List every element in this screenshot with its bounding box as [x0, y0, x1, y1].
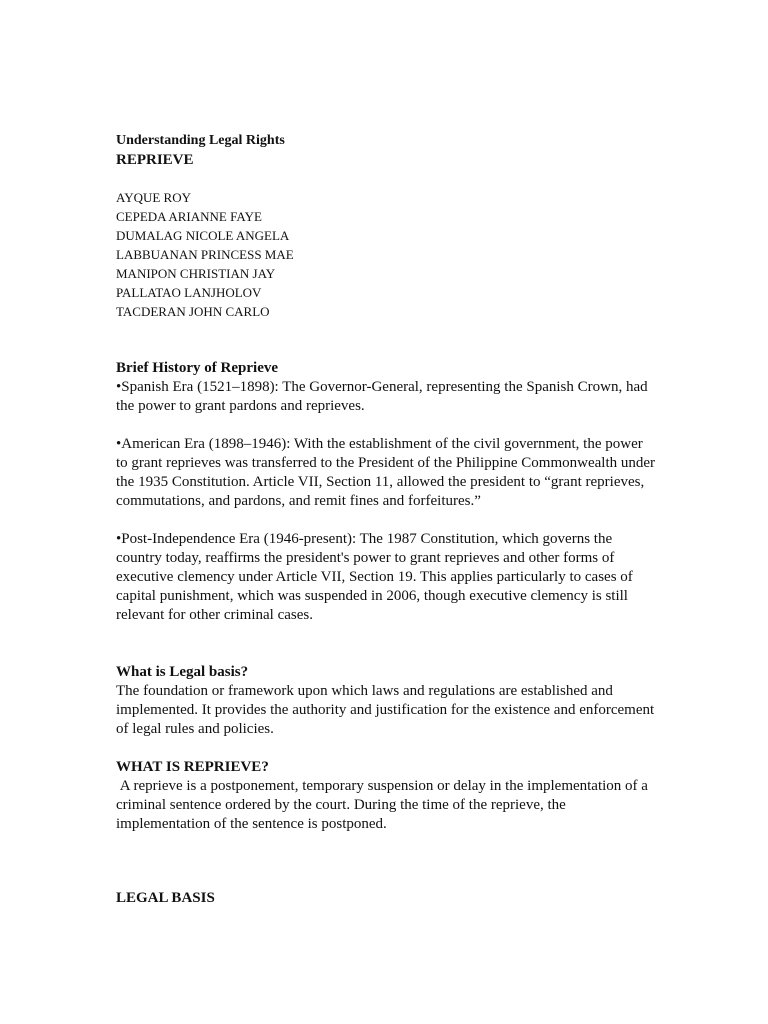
author-list: [116, 188, 656, 321]
spanish-era-paragraph: •Spanish Era (1521–1898): The Governor-General, representing the Spanish Crown, had the power to grant pardons and reprieves.: [116, 379, 648, 414]
reprieve-definition-section: [116, 758, 656, 834]
reprieve-definition-heading: WHAT IS REPRIEVE?: [116, 759, 269, 775]
history-heading: Brief History of Reprieve: [116, 360, 279, 376]
legal-basis-definition-section: [116, 663, 656, 739]
author-name: CEPEDA ARIANNE FAYE: [116, 209, 262, 224]
document-title: REPRIEVE: [116, 152, 194, 168]
legal-basis-definition-heading: What is Legal basis?: [116, 664, 249, 680]
legal-basis-heading: LEGAL BASIS: [116, 890, 215, 906]
author-name: DUMALAG NICOLE ANGELA: [116, 228, 290, 243]
american-era-paragraph: •American Era (1898–1946): With the establishment of the civil government, the power to grant reprieves was transferred to the President of the Philippine Commonwealth under the 1935 Constitution. Article VII, Section 11, allowed the president to “grant reprieves, commutations, and pardons, and remit fines and forfeitures.”: [116, 436, 656, 509]
document-subject: Understanding Legal Rights: [116, 133, 285, 148]
author-name: MANIPON CHRISTIAN JAY: [116, 266, 276, 281]
reprieve-definition-body: A reprieve is a postponement, temporary suspension or delay in the implementation of a criminal sentence ordered by the court. During the time of the reprieve, the implementation of the sentence is postponed.: [116, 778, 652, 832]
history-section: [116, 359, 656, 625]
author-name: TACDERAN JOHN CARLO: [116, 304, 270, 319]
document-content: [116, 131, 656, 908]
author-name: AYQUE ROY: [116, 190, 191, 205]
post-independence-era-paragraph: •Post-Independence Era (1946-present): The 1987 Constitution, which governs the country today, reaffirms the president's power to grant reprieves and other forms of executive clemency under Article VII, Section 19. This applies particularly to cases of capital punishment, which was suspended in 2006, though executive clemency is still relevant for other criminal cases.: [116, 531, 633, 623]
author-name: PALLATAO LANJHOLOV: [116, 285, 262, 300]
legal-basis-section: [116, 889, 656, 908]
author-name: LABBUANAN PRINCESS MAE: [116, 247, 294, 262]
legal-basis-definition-body: The foundation or framework upon which laws and regulations are established and implemented. It provides the authority and justification for the existence and enforcement of legal rules and policies.: [116, 683, 655, 737]
